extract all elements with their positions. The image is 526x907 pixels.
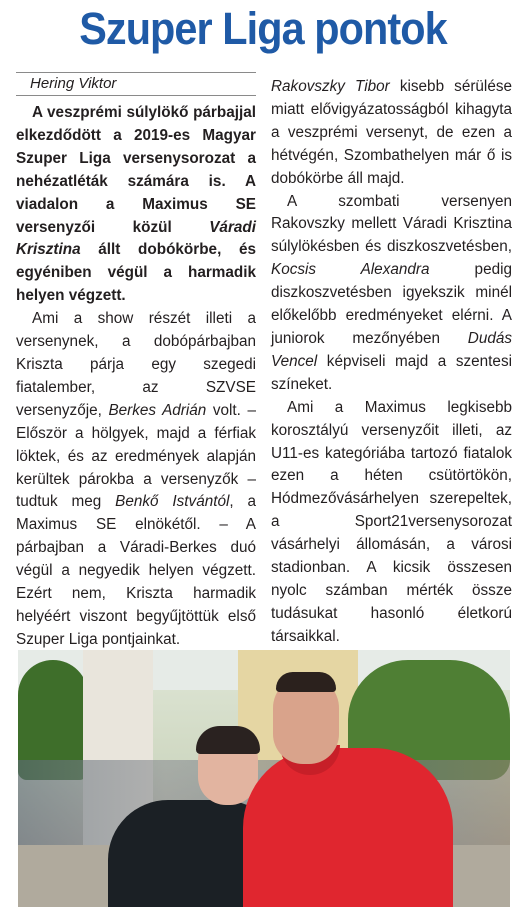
person-name: Berkes Adrián xyxy=(108,401,207,419)
person-name: Benkő Istvántól xyxy=(115,493,230,511)
person-name: Váradi Krisztina xyxy=(16,218,256,259)
paragraph: Ami a Maximus legkisebb korosztályú versenyzőit illeti, az U11-es kategóriába tartozó fiatalok ezen a héten csütörtökön, Hódmezővásárhelyen szerepeltek, a Sport21versenysorozat vásárhelyi állomásán, a városi stadionban. A kicsik összesen nyolc számban mérték össze tudásukat hasonló életkorú társaikkal. xyxy=(271,398,512,645)
paragraph: A szombati versenyen Rakovszky mellett Váradi Krisztina súlylökésben és diszkoszvetésben, Kocsis Alexandra pedig diszkoszvetésben igyekszik minél előkelőbb eredményeket elérni. A juniorok mezőnyében Dudás Vencel képviseli majd a szentesi színeket. xyxy=(271,192,512,393)
paragraph: Rakovszky Tibor kisebb sérülése miatt elővigyázatosságból kihagyta a veszprémi versenyt, de ezen a hétvégén, Szombathelyen már ő is dobókörbe áll majd. xyxy=(271,78,512,187)
person-name: Kocsis Alexandra xyxy=(271,261,430,279)
paragraph: Ami a show részét illeti a versenynek, a dobópárbajban Kriszta párja egy szegedi fiatalember, az SZVSE versenyzője, Berkes Adrián volt. – Először a hölgyek, majd a férfiak löktek, és az eredmények alapján kerültek párokba a versenyzők – tudtuk meg Benkő Istvántól, a Maximus SE elnökétől. – A párbajban a Váradi-Berkes duó végül a negyedik helyen végzett. Ezért nem, Kriszta harmadik helyéért viszont begyűjtöttük első Szuper Liga pontjainkat. xyxy=(16,310,257,648)
article-photo xyxy=(18,650,510,907)
person-name: Dudás Vencel xyxy=(271,329,512,370)
article-column-right xyxy=(271,76,512,649)
person-name: Rakovszky Tibor xyxy=(271,78,390,95)
byline: Hering Viktor xyxy=(16,72,256,96)
article-title: Szuper Liga pontok xyxy=(79,3,447,54)
lead-paragraph: A veszprémi súlylökő párbajjal elkezdődött a 2019-es Magyar Szuper Liga versenysorozat a nehézatléták számára is. A viadalon a Maximus SE versenyzői közül Váradi Krisztina állt dobókörbe, és egyéniben végül a harmadik helyen végzett. xyxy=(16,104,256,305)
article-column-left xyxy=(16,72,256,652)
